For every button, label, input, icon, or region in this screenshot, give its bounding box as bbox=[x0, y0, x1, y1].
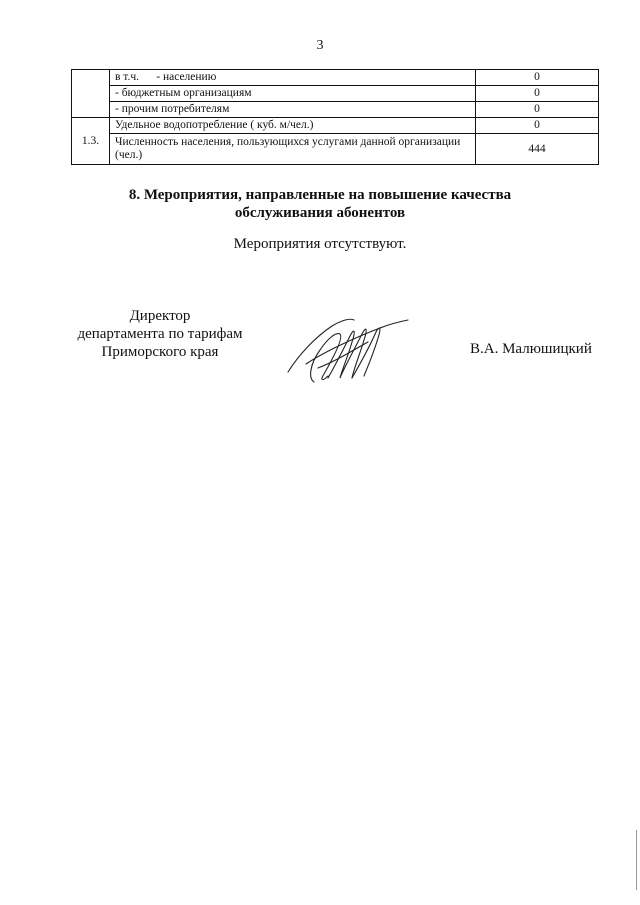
scan-edge-divider bbox=[636, 830, 637, 890]
title-line: Приморского края bbox=[101, 344, 219, 360]
heading-line: обслуживания абонентов bbox=[234, 205, 406, 221]
row-label: - бюджетным организациям bbox=[110, 86, 476, 102]
row-label: - прочим потребителям bbox=[110, 102, 476, 118]
heading-line: 8. Мероприятия, направленные на повышение качества bbox=[128, 187, 512, 203]
table-row bbox=[72, 102, 599, 118]
value-cell: 0 bbox=[476, 118, 599, 134]
row-number-cell: 1.3. bbox=[72, 118, 110, 165]
handwritten-signature-icon bbox=[284, 312, 414, 387]
row-label: Удельное водопотребление ( куб. м/чел.) bbox=[110, 118, 476, 134]
section-body: Мероприятия отсутствуют. bbox=[233, 236, 407, 252]
table-row bbox=[72, 86, 599, 102]
title-line: департамента по тарифам bbox=[77, 326, 243, 342]
table-row bbox=[72, 118, 599, 134]
signer-name: В.А. Малюшицкий bbox=[470, 341, 592, 357]
value-cell: 444 bbox=[476, 134, 599, 165]
table-row bbox=[72, 70, 599, 86]
label-cell bbox=[110, 70, 476, 86]
row-label: - населению bbox=[156, 71, 217, 83]
indicators-table bbox=[71, 69, 599, 165]
signatory-title bbox=[60, 307, 260, 361]
prefix-text: в т.ч. bbox=[115, 71, 139, 83]
value-cell: 0 bbox=[476, 70, 599, 86]
value-cell: 0 bbox=[476, 86, 599, 102]
title-line: Директор bbox=[129, 308, 191, 324]
row-label: Численность населения, пользующихся услугами данной организации (чел.) bbox=[110, 134, 476, 165]
table-row bbox=[72, 134, 599, 165]
value-cell: 0 bbox=[476, 102, 599, 118]
page-number: 3 bbox=[316, 38, 324, 53]
section-heading bbox=[0, 186, 640, 222]
row-number-cell bbox=[72, 70, 110, 118]
